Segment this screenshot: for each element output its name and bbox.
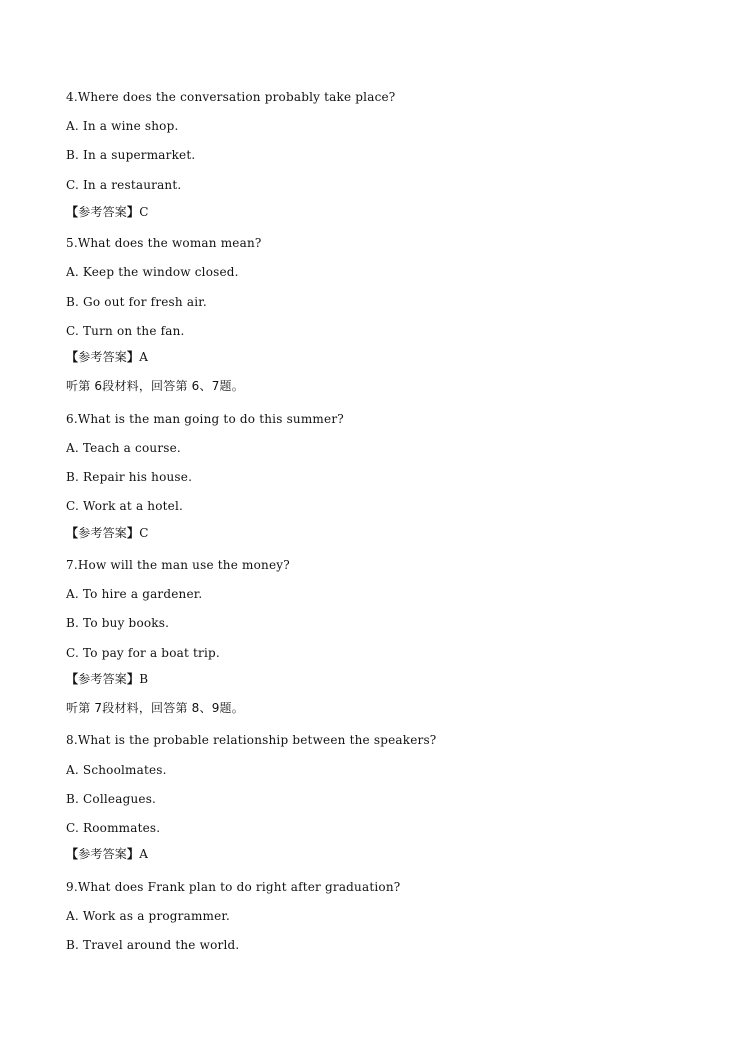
question-4-option-a: A. In a wine shop. [66,119,179,133]
question-5-answer [66,349,148,365]
question-7-answer [66,671,148,687]
question-4-answer [66,204,149,220]
question-5-option-a: A. Keep the window closed. [66,265,239,279]
question-8-answer [66,846,148,862]
section-6-instruction: 听第 6段材料，回答第 6、7题。 [66,379,244,393]
question-4-option-c: C. In a restaurant. [66,178,182,192]
answer-label: 参考答案 [78,205,128,219]
question-9-option-b: B. Travel around the world. [66,938,240,952]
question-8-option-a: A. Schoolmates. [66,763,167,777]
answer-bracket-open: 【 [66,350,79,364]
question-6-option-b: B. Repair his house. [66,470,193,484]
answer-label: 参考答案 [78,672,128,686]
answer-label: 参考答案 [78,847,128,861]
answer-value: A [139,847,149,861]
answer-bracket-open: 【 [66,526,79,540]
answer-bracket-close: 】 [127,526,140,540]
question-6-answer [66,525,149,541]
question-5-text: 5.What does the woman mean? [66,236,262,250]
question-9-option-a: A. Work as a programmer. [66,909,231,923]
answer-value: B [139,672,149,686]
question-7-option-c: C. To pay for a boat trip. [66,646,220,660]
question-8-text: 8.What is the probable relationship between the speakers? [66,733,437,747]
question-6-option-a: A. Teach a course. [66,441,181,455]
answer-bracket-open: 【 [66,847,79,861]
question-6-text: 6.What is the man going to do this summer? [66,412,344,426]
answer-bracket-open: 【 [66,672,79,686]
question-4-text: 4.Where does the conversation probably take place? [66,90,396,104]
question-8-option-b: B. Colleagues. [66,792,157,806]
section-7-instruction: 听第 7段材料，回答第 8、9题。 [66,701,244,715]
question-7-option-a: A. To hire a gardener. [66,587,203,601]
question-7-option-b: B. To buy books. [66,616,170,630]
answer-bracket-close: 】 [127,205,140,219]
answer-bracket-close: 】 [127,672,140,686]
answer-bracket-open: 【 [66,205,79,219]
question-4-option-b: B. In a supermarket. [66,148,196,162]
question-5-option-b: B. Go out for fresh air. [66,295,207,309]
answer-bracket-close: 】 [127,847,140,861]
question-7-text: 7.How will the man use the money? [66,558,290,572]
answer-bracket-close: 】 [127,350,140,364]
answer-label: 参考答案 [78,526,128,540]
answer-label: 参考答案 [78,350,128,364]
question-9-text: 9.What does Frank plan to do right after graduation? [66,880,401,894]
question-6-option-c: C. Work at a hotel. [66,499,184,513]
question-5-option-c: C. Turn on the fan. [66,324,185,338]
answer-value: C [139,526,149,540]
answer-value: A [139,350,149,364]
answer-value: C [139,205,149,219]
question-8-option-c: C. Roommates. [66,821,161,835]
